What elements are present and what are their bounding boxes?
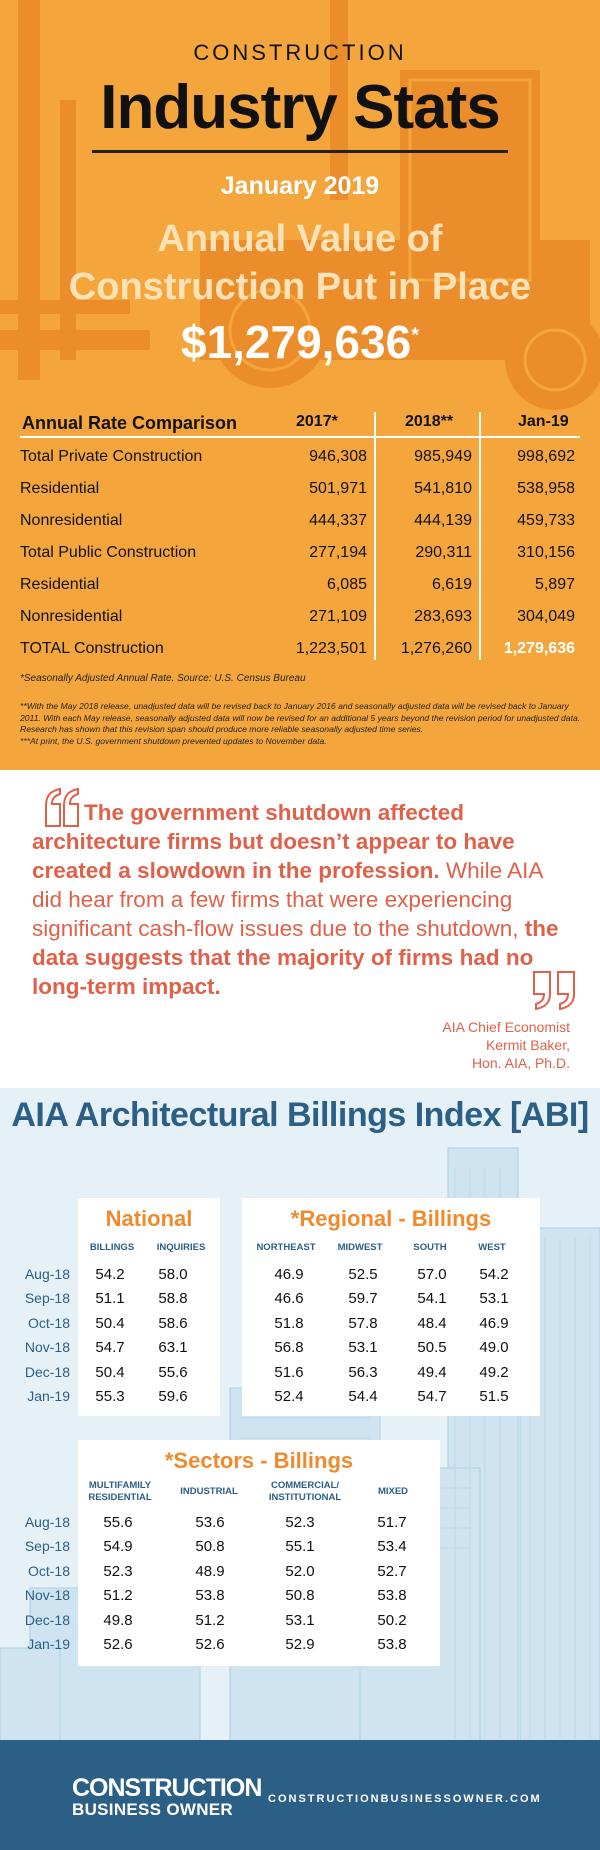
footer-url[interactable]: CONSTRUCTIONBUSINESSOWNER.COM bbox=[268, 1793, 542, 1805]
subtitle-line1: Annual Value of bbox=[157, 218, 443, 260]
regional-value: 54.7 bbox=[417, 1388, 447, 1405]
regional-value: 53.1 bbox=[479, 1290, 509, 1308]
report-date: January 2019 bbox=[220, 172, 380, 200]
col-header-2017: 2017* bbox=[296, 413, 338, 430]
national-value: 50.4 bbox=[95, 1314, 125, 1332]
cell-2017: 1,223,501 bbox=[295, 640, 367, 657]
national-value: 58.6 bbox=[158, 1314, 188, 1332]
col-midwest: MIDWEST bbox=[337, 1242, 383, 1253]
col-northeast: NORTHEAST bbox=[256, 1242, 316, 1253]
national-title: National bbox=[105, 1206, 193, 1231]
abi-title: AIA Architectural Billings Index [ABI] bbox=[11, 1096, 589, 1134]
month-label: Jan-19 bbox=[27, 1636, 70, 1652]
sector-value: 52.7 bbox=[377, 1562, 407, 1580]
abi-section bbox=[0, 1088, 600, 1740]
regional-value: 54.1 bbox=[417, 1290, 447, 1308]
author-name: Kermit Baker, bbox=[485, 1037, 570, 1053]
national-value: 59.6 bbox=[158, 1388, 188, 1405]
total-value-number: $1,279,636 bbox=[180, 316, 412, 368]
month-label: Oct-18 bbox=[27, 1314, 70, 1331]
sector-value: 51.2 bbox=[195, 1611, 225, 1629]
footer-logo-line1: CONSTRUCTION bbox=[72, 1774, 262, 1802]
cell-2017: 277,194 bbox=[309, 544, 367, 561]
regional-value: 57.0 bbox=[417, 1266, 447, 1283]
regional-value: 53.1 bbox=[348, 1339, 378, 1357]
month-label: Jan-19 bbox=[27, 1388, 70, 1404]
regional-value: 51.6 bbox=[274, 1363, 304, 1381]
national-value: 54.7 bbox=[95, 1339, 125, 1357]
regional-value: 54.2 bbox=[479, 1266, 509, 1283]
cell-2018: 985,949 bbox=[414, 448, 472, 465]
title-small: CONSTRUCTION bbox=[193, 40, 407, 65]
cell-jan19: 998,692 bbox=[517, 448, 575, 465]
month-label: Nov-18 bbox=[24, 1339, 70, 1356]
month-label: Oct-18 bbox=[27, 1562, 70, 1579]
quote-author bbox=[442, 1018, 570, 1072]
row-label: Nonresidential bbox=[20, 512, 123, 529]
regional-value: 52.4 bbox=[274, 1388, 304, 1405]
author-title: AIA Chief Economist bbox=[442, 1019, 570, 1035]
quote-normal: While AIA did hear from a few firms that were experiencing significant cash-flow issues due to the shutdown, bbox=[32, 858, 543, 941]
sector-value: 52.0 bbox=[285, 1562, 315, 1580]
col-south: SOUTH bbox=[413, 1242, 447, 1253]
month-label: Dec-18 bbox=[24, 1611, 70, 1628]
regional-value: 49.2 bbox=[479, 1363, 509, 1381]
cell-2017: 501,971 bbox=[309, 480, 367, 497]
regional-value: 49.4 bbox=[417, 1363, 447, 1381]
cell-2018: 283,693 bbox=[414, 608, 472, 625]
header-section bbox=[0, 0, 600, 770]
footnote-source: *Seasonally Adjusted Annual Rate. Source: U.S. Census Bureau bbox=[20, 673, 306, 684]
table-row bbox=[20, 576, 580, 608]
regional-value: 56.8 bbox=[274, 1339, 304, 1357]
footnote-revision-text: **With the May 2018 release, unadjusted data will be revised back to January 2016 and seasonally adjusted data will be revised back to January 2011. With each May release, seasonally adjusted data will now be revised for an additional 5 years beyond the revision period for unadjusted data. Research has shown that this revision span should produce more reliable seasonally adjusted time series. bbox=[20, 701, 581, 735]
cell-2017: 946,308 bbox=[309, 448, 367, 465]
sector-value: 55.1 bbox=[285, 1538, 315, 1556]
sector-value: 50.2 bbox=[377, 1611, 407, 1629]
col-industrial: INDUSTRIAL bbox=[180, 1486, 238, 1497]
month-label: Sep-18 bbox=[24, 1290, 70, 1307]
regional-value: 51.5 bbox=[479, 1388, 509, 1405]
row-label: Residential bbox=[20, 576, 100, 593]
sector-value: 53.4 bbox=[377, 1538, 407, 1556]
cell-2017: 271,109 bbox=[309, 608, 367, 625]
annual-table-heading: Annual Rate Comparison bbox=[22, 413, 238, 433]
author-credentials: Hon. AIA, Ph.D. bbox=[471, 1055, 570, 1071]
quote-text bbox=[32, 798, 572, 1001]
month-label: Aug-18 bbox=[24, 1266, 70, 1282]
quote-bold-close: the data suggests that the majority of firms had no long-term impact. bbox=[32, 916, 559, 999]
col-billings: BILLINGS bbox=[89, 1242, 135, 1253]
footnote-shutdown-text: ***At print, the U.S. government shutdown prevented updates to November data. bbox=[20, 735, 327, 746]
sector-value: 52.3 bbox=[285, 1514, 315, 1531]
sector-value: 53.6 bbox=[195, 1514, 225, 1531]
col-inquiries: INQUIRIES bbox=[156, 1242, 206, 1253]
cell-2017: 444,337 bbox=[309, 512, 367, 529]
cell-2017: 6,085 bbox=[326, 576, 367, 593]
regional-value: 57.8 bbox=[348, 1314, 378, 1332]
sector-value: 52.3 bbox=[103, 1562, 133, 1580]
regional-value: 49.0 bbox=[479, 1339, 509, 1357]
cell-jan19-highlight: 1,279,636 bbox=[503, 640, 575, 657]
cell-2018: 290,311 bbox=[415, 544, 472, 561]
national-value: 63.1 bbox=[158, 1339, 188, 1357]
row-label: TOTAL Construction bbox=[20, 640, 164, 657]
col-mixed: MIXED bbox=[377, 1486, 409, 1497]
quote-section bbox=[0, 770, 600, 1088]
regional-title: *Regional - Billings bbox=[290, 1206, 492, 1231]
regional-value: 54.4 bbox=[348, 1388, 378, 1405]
month-label: Dec-18 bbox=[24, 1363, 70, 1380]
cell-2018: 1,276,260 bbox=[400, 640, 472, 657]
regional-value: 52.5 bbox=[348, 1266, 378, 1283]
national-value: 50.4 bbox=[95, 1363, 125, 1381]
total-value-mark: * bbox=[411, 324, 420, 347]
national-value: 55.6 bbox=[158, 1363, 188, 1381]
regional-value: 46.9 bbox=[274, 1266, 304, 1283]
sector-value: 48.9 bbox=[195, 1562, 225, 1580]
cell-2018: 6,619 bbox=[431, 576, 472, 593]
regional-value: 56.3 bbox=[348, 1363, 378, 1381]
cell-2018: 444,139 bbox=[414, 512, 472, 529]
title-big: Industry Stats bbox=[100, 73, 500, 142]
sector-value: 52.6 bbox=[195, 1636, 225, 1653]
month-label: Nov-18 bbox=[24, 1587, 70, 1604]
sector-value: 51.7 bbox=[377, 1514, 407, 1531]
regional-value: 46.6 bbox=[274, 1290, 304, 1308]
sector-value: 53.8 bbox=[377, 1636, 407, 1653]
sector-value: 50.8 bbox=[285, 1587, 315, 1605]
col-multifamily: MULTIFAMILY RESIDENTIAL bbox=[88, 1480, 152, 1503]
sector-value: 52.6 bbox=[103, 1636, 133, 1653]
regional-value: 50.5 bbox=[417, 1339, 447, 1357]
row-label: Nonresidential bbox=[20, 608, 123, 625]
subtitle-line2: Construction Put in Place bbox=[68, 266, 532, 308]
national-value: 51.1 bbox=[95, 1290, 125, 1308]
cell-jan19: 538,958 bbox=[517, 480, 575, 497]
month-label: Sep-18 bbox=[24, 1538, 70, 1555]
footer bbox=[0, 1740, 600, 1850]
row-label: Total Private Construction bbox=[20, 448, 203, 465]
national-value: 55.3 bbox=[95, 1388, 125, 1405]
sector-value: 55.6 bbox=[103, 1514, 133, 1531]
regional-value: 48.4 bbox=[417, 1314, 447, 1332]
sector-value: 50.8 bbox=[195, 1538, 225, 1556]
cell-jan19: 304,049 bbox=[517, 608, 575, 625]
sector-value: 53.8 bbox=[195, 1587, 225, 1605]
table-row bbox=[20, 608, 580, 640]
footer-logo-line2: BUSINESS OWNER bbox=[72, 1800, 233, 1819]
month-label: Aug-18 bbox=[24, 1514, 70, 1530]
table-row-total bbox=[20, 640, 580, 672]
cell-jan19: 310,156 bbox=[517, 544, 575, 561]
footnote-revision bbox=[20, 701, 582, 747]
table-row bbox=[20, 544, 580, 576]
sector-value: 53.8 bbox=[377, 1587, 407, 1605]
sector-value: 54.9 bbox=[103, 1538, 133, 1556]
cell-jan19: 459,733 bbox=[517, 512, 575, 529]
regional-value: 59.7 bbox=[348, 1290, 378, 1308]
close-quote-icon bbox=[532, 970, 580, 1010]
table-row bbox=[20, 448, 580, 480]
regional-value: 51.8 bbox=[274, 1314, 304, 1332]
table-row bbox=[20, 480, 580, 512]
total-value bbox=[0, 315, 600, 369]
row-label: Residential bbox=[20, 480, 100, 497]
quote-bold-lead: The government shutdown affected architecture firms but doesn’t appear to have created a slowdown in the profession. bbox=[32, 800, 515, 883]
col-header-jan19: Jan-19 bbox=[518, 413, 569, 430]
cell-2018: 541,810 bbox=[414, 480, 472, 497]
table-header-rule bbox=[20, 436, 580, 438]
regional-value: 46.9 bbox=[479, 1314, 509, 1332]
sector-value: 52.9 bbox=[285, 1636, 315, 1653]
col-commercial: COMMERCIAL/ INSTITUTIONAL bbox=[268, 1480, 342, 1503]
sectors-title: *Sectors - Billings bbox=[164, 1448, 354, 1473]
col-header-2018: 2018** bbox=[405, 413, 454, 430]
cell-jan19: 5,897 bbox=[534, 576, 575, 593]
title-divider bbox=[92, 150, 508, 153]
sector-value: 51.2 bbox=[103, 1587, 133, 1605]
national-value: 54.2 bbox=[95, 1266, 125, 1283]
sector-value: 53.1 bbox=[285, 1611, 315, 1629]
national-value: 58.0 bbox=[158, 1266, 188, 1283]
table-row bbox=[20, 512, 580, 544]
national-value: 58.8 bbox=[158, 1290, 188, 1308]
sector-value: 49.8 bbox=[103, 1611, 133, 1629]
col-west: WEST bbox=[478, 1242, 506, 1253]
row-label: Total Public Construction bbox=[20, 544, 197, 561]
